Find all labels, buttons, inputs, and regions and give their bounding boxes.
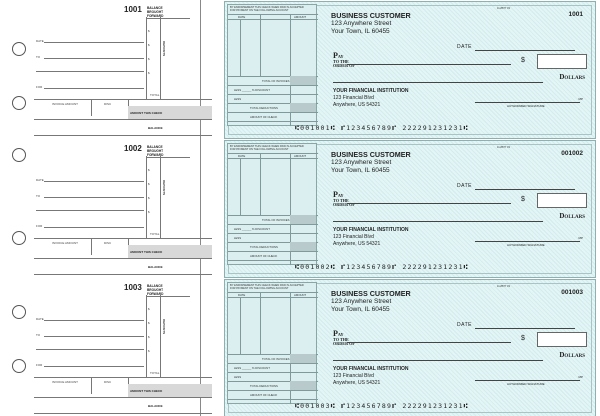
voucher-less-label: LESS [234, 236, 242, 240]
stub-deposits-label: DEPOSITS [162, 319, 166, 335]
voucher-less-discount-label: LESS ______ % DISCOUNT [234, 366, 270, 370]
stub-rule [91, 238, 92, 255]
pay-to-text-1: AY [337, 193, 344, 198]
pay-to-initial: P [333, 190, 338, 199]
stub-rule [34, 258, 212, 259]
voucher-header [230, 145, 316, 151]
business-name: BUSINESS CUSTOMER [331, 150, 411, 159]
business-name: BUSINESS CUSTOMER [331, 11, 411, 20]
stub-balance-label-1: BALANCE [147, 284, 163, 288]
stub-rule [34, 397, 212, 398]
voucher-rule [260, 14, 261, 76]
voucher-amount-of-check-label: AMOUNT OF CHECK [250, 393, 278, 397]
stub-to-line-2 [36, 210, 144, 211]
check-row [0, 140, 600, 278]
bank-name: YOUR FINANCIAL INSTITUTION [333, 88, 409, 94]
stub-total-label: TOTAL [150, 232, 160, 236]
dollar-sign: $ [521, 57, 525, 64]
voucher-rule [228, 399, 318, 400]
voucher-shade [290, 215, 316, 224]
stub-dollar-tick: $ [148, 307, 150, 311]
business-address-line-1: 123 Anywhere Street [331, 298, 392, 305]
stub-for-line [44, 88, 144, 89]
stub-to-label: TO [36, 55, 41, 59]
check-stub [34, 140, 212, 276]
voucher-rule [228, 390, 318, 391]
voucher-header-line-1: BY ENDORSEMENT THIS CHECK WHEN PAID IS ACCEPTED [230, 6, 304, 9]
stub-dollar-tick: $ [148, 210, 150, 214]
stub-dollar-tick: $ [148, 43, 150, 47]
dollar-sign: $ [521, 335, 525, 342]
stub-disc-label: DISC [104, 241, 112, 245]
voucher-less-label: LESS [234, 375, 242, 379]
stub-rule [160, 17, 161, 99]
voucher-rule [228, 372, 318, 373]
voucher-total-invoices-label: TOTAL OF INVOICES [262, 218, 290, 222]
signature-line[interactable] [475, 102, 580, 103]
voucher-header-line-2: FOR PAYMENT ON THE FOLLOWING ACCOUNT [230, 9, 289, 12]
voucher-rule [240, 158, 241, 215]
bank-address-line-2: Anywhere, US 54321 [333, 241, 381, 247]
stub-for-label: FOR [36, 363, 43, 367]
stub-to-line [44, 58, 144, 59]
check-number: 001003 [561, 289, 583, 296]
stub-invoice-amount-label: INVOICE AMOUNT [52, 380, 79, 384]
voucher-rule [228, 224, 318, 225]
voucher-amount-label: AMOUNT [294, 15, 307, 19]
check-row [0, 1, 600, 139]
stub-date-line [44, 42, 144, 43]
date-line[interactable] [475, 189, 575, 190]
mp-mark: MP [578, 375, 583, 379]
pay-to-text-1: AY [337, 332, 344, 337]
check-stub [34, 1, 212, 137]
voucher-rule [228, 158, 318, 159]
mp-mark: MP [578, 236, 583, 240]
stub-invoice-amount-label: INVOICE AMOUNT [52, 102, 79, 106]
voucher-rule [228, 233, 318, 234]
stub-check-number: 1002 [124, 144, 142, 153]
check-body [224, 140, 596, 278]
stub-total-label: TOTAL [150, 93, 160, 97]
check-number: 1001 [568, 11, 583, 18]
pay-to-text-2: TO THE [333, 336, 349, 342]
check-stub [34, 279, 212, 415]
stub-to-line-2 [36, 71, 144, 72]
dollars-label: Dollars [559, 73, 585, 81]
amount-box[interactable] [537, 332, 587, 347]
stub-balance-label-1: BALANCE [147, 145, 163, 149]
stub-date-label: DATE [36, 178, 44, 182]
voucher-shade [290, 242, 316, 251]
stub-dollar-tick: $ [148, 349, 150, 353]
pay-to-label [333, 190, 355, 208]
written-amount-line[interactable] [333, 82, 543, 83]
voucher-date-label: DATE [238, 154, 246, 158]
routing-fraction: 11-8877 03 [497, 7, 510, 10]
voucher-total-invoices-label: TOTAL OF INVOICES [262, 357, 290, 361]
stub-to-label: TO [36, 194, 41, 198]
voucher-amount-label: AMOUNT [294, 154, 307, 158]
written-amount-line[interactable] [333, 360, 543, 361]
check-body [224, 279, 596, 416]
dollar-sign: $ [521, 196, 525, 203]
stub-rule [34, 413, 212, 414]
stub-balance-label-2: BROUGHT [147, 288, 164, 292]
signature-line[interactable] [475, 241, 580, 242]
stub-dollar-tick: $ [148, 71, 150, 75]
voucher-less-discount-label: LESS ______ % DISCOUNT [234, 227, 270, 231]
dollars-label: Dollars [559, 212, 585, 220]
bank-address-line-1: 123 Financial Blvd [333, 234, 374, 240]
voucher-date-label: DATE [238, 293, 246, 297]
stub-date-line [44, 181, 144, 182]
voucher-amount-of-check-label: AMOUNT OF CHECK [250, 254, 278, 258]
stub-rule [34, 119, 212, 120]
stub-date-line [44, 320, 144, 321]
check-body [224, 1, 596, 139]
date-line[interactable] [475, 50, 575, 51]
date-label: DATE [457, 44, 472, 50]
stub-rule [34, 99, 212, 100]
voucher-rule [228, 260, 318, 261]
amount-box[interactable] [537, 193, 587, 208]
pay-to-text-3: ORDER OF [333, 63, 355, 68]
stub-balance-label-1: BALANCE [147, 6, 163, 10]
voucher-header-line-2: FOR PAYMENT ON THE FOLLOWING ACCOUNT [230, 287, 289, 290]
voucher-header-line-1: BY ENDORSEMENT THIS CHECK WHEN PAID IS ACCEPTED [230, 145, 304, 148]
stub-to-line [44, 197, 144, 198]
bank-name: YOUR FINANCIAL INSTITUTION [333, 227, 409, 233]
check-voucher [227, 4, 317, 126]
payee-line[interactable] [347, 203, 511, 204]
stub-balance-label: BALANCE [148, 265, 163, 269]
stub-to-line-2 [36, 349, 144, 350]
stub-deposits-label: DEPOSITS [162, 180, 166, 196]
voucher-total-deductions-label: TOTAL DEDUCTIONS [250, 106, 278, 110]
voucher-header-line-1: BY ENDORSEMENT THIS CHECK WHEN PAID IS ACCEPTED [230, 284, 304, 287]
stub-dollar-tick: $ [148, 196, 150, 200]
signature-label: AUTHORIZED SIGNATURE [507, 243, 545, 247]
voucher-rule [240, 297, 241, 354]
pay-to-text-3: ORDER OF [333, 341, 355, 346]
stub-rule [160, 295, 161, 377]
stub-rule [146, 17, 147, 99]
check-voucher [227, 143, 317, 265]
business-address-line-1: 123 Anywhere Street [331, 20, 392, 27]
voucher-rule [260, 153, 261, 215]
voucher-less-discount-label: LESS ______ % DISCOUNT [234, 88, 270, 92]
stub-dollar-tick: $ [148, 29, 150, 33]
stub-date-label: DATE [36, 39, 44, 43]
pay-to-text-3: ORDER OF [333, 202, 355, 207]
pay-to-text-1: AY [337, 54, 344, 59]
voucher-rule [228, 19, 318, 20]
micr-line: ⑆001003⑆ ⑈123456789⑈ 222291231231⑆ [295, 402, 469, 410]
stub-balance-label-3: FORWARD [147, 292, 164, 296]
stub-invoice-amount-label: INVOICE AMOUNT [52, 241, 79, 245]
bank-address-line-2: Anywhere, US 54321 [333, 102, 381, 108]
business-address-line-2: Your Town, IL 60455 [331, 167, 390, 174]
date-label: DATE [457, 183, 472, 189]
mp-mark: MP [578, 97, 583, 101]
stub-balance-label-3: FORWARD [147, 153, 164, 157]
voucher-shade [290, 103, 316, 112]
pay-to-initial: P [333, 51, 338, 60]
stub-balance-label-2: BROUGHT [147, 10, 164, 14]
stub-dollar-tick: $ [148, 321, 150, 325]
voucher-rule [260, 292, 261, 354]
stub-rule [146, 18, 190, 19]
pay-to-text-2: TO THE [333, 197, 349, 203]
pay-to-text-2: TO THE [333, 58, 349, 64]
stub-rule [91, 99, 92, 116]
stub-rule [91, 377, 92, 394]
stub-rule [146, 156, 147, 238]
stub-for-label: FOR [36, 85, 43, 89]
stub-amount-this-check-label: AMOUNT THIS CHECK [130, 250, 163, 254]
stub-rule [146, 296, 190, 297]
stub-rule [34, 377, 212, 378]
voucher-shade [290, 354, 316, 363]
stub-amount-this-check-label: AMOUNT THIS CHECK [130, 111, 163, 115]
stub-rule [146, 295, 147, 377]
business-address-line-1: 123 Anywhere Street [331, 159, 392, 166]
voucher-header-line-2: FOR PAYMENT ON THE FOLLOWING ACCOUNT [230, 148, 289, 151]
stub-dollar-tick: $ [148, 57, 150, 61]
stub-disc-label: DISC [104, 380, 112, 384]
bank-address-line-1: 123 Financial Blvd [333, 373, 374, 379]
voucher-rule [228, 363, 318, 364]
payee-line[interactable] [347, 342, 511, 343]
stub-balance-label-2: BROUGHT [147, 149, 164, 153]
written-amount-line[interactable] [333, 221, 543, 222]
check-voucher [227, 282, 317, 404]
business-address-line-2: Your Town, IL 60455 [331, 28, 390, 35]
payee-line[interactable] [347, 64, 511, 65]
pay-to-label [333, 51, 355, 69]
voucher-rule [228, 85, 318, 86]
business-address-line-2: Your Town, IL 60455 [331, 306, 390, 313]
micr-line: ⑆001002⑆ ⑈123456789⑈ 222291231231⑆ [295, 263, 469, 271]
amount-box[interactable] [537, 54, 587, 69]
voucher-total-deductions-label: TOTAL DEDUCTIONS [250, 245, 278, 249]
voucher-shade [290, 381, 316, 390]
voucher-rule [228, 121, 318, 122]
voucher-rule [228, 292, 318, 293]
voucher-header [230, 6, 316, 12]
stub-amount-this-check-label: AMOUNT THIS CHECK [130, 389, 163, 393]
signature-label: AUTHORIZED SIGNATURE [507, 382, 545, 386]
voucher-rule [228, 14, 318, 15]
voucher-total-invoices-label: TOTAL OF INVOICES [262, 79, 290, 83]
bank-address-line-2: Anywhere, US 54321 [333, 380, 381, 386]
stub-rule [34, 274, 212, 275]
stub-dollar-tick: $ [148, 168, 150, 172]
voucher-rule [228, 94, 318, 95]
voucher-less-label: LESS [234, 97, 242, 101]
stub-balance-label-3: FORWARD [147, 14, 164, 18]
bank-address-line-1: 123 Financial Blvd [333, 95, 374, 101]
stub-total-label: TOTAL [150, 371, 160, 375]
date-label: DATE [457, 322, 472, 328]
stub-for-line [44, 227, 144, 228]
signature-label: AUTHORIZED SIGNATURE [507, 104, 545, 108]
stub-rule [34, 135, 212, 136]
stub-disc-label: DISC [104, 102, 112, 106]
pay-to-label [333, 329, 355, 347]
voucher-rule [228, 153, 318, 154]
business-name: BUSINESS CUSTOMER [331, 289, 411, 298]
voucher-total-deductions-label: TOTAL DEDUCTIONS [250, 384, 278, 388]
stub-rule [146, 157, 190, 158]
stub-to-line [44, 336, 144, 337]
voucher-amount-of-check-label: AMOUNT OF CHECK [250, 115, 278, 119]
stub-balance-label: BALANCE [148, 126, 163, 130]
dollars-label: Dollars [559, 351, 585, 359]
voucher-date-label: DATE [238, 15, 246, 19]
stub-rule [34, 238, 212, 239]
stub-balance-label: BALANCE [148, 404, 163, 408]
stub-deposits-label: DEPOSITS [162, 41, 166, 57]
bank-name: YOUR FINANCIAL INSTITUTION [333, 366, 409, 372]
routing-fraction: 11-8877 03 [497, 146, 510, 149]
stub-date-label: DATE [36, 317, 44, 321]
voucher-rule [228, 251, 318, 252]
stub-check-number: 1003 [124, 283, 142, 292]
voucher-rule [228, 297, 318, 298]
check-row [0, 279, 600, 416]
stub-to-label: TO [36, 333, 41, 337]
stub-dollar-tick: $ [148, 182, 150, 186]
routing-fraction: 11-8877 03 [497, 285, 510, 288]
date-line[interactable] [475, 328, 575, 329]
stub-for-label: FOR [36, 224, 43, 228]
check-number: 001002 [561, 150, 583, 157]
voucher-shade [290, 76, 316, 85]
stub-for-line [44, 366, 144, 367]
voucher-amount-label: AMOUNT [294, 293, 307, 297]
voucher-rule [240, 19, 241, 76]
voucher-header [230, 284, 316, 290]
stub-dollar-tick: $ [148, 335, 150, 339]
pay-to-initial: P [333, 329, 338, 338]
micr-line: ⑆001001⑆ ⑈123456789⑈ 222291231231⑆ [295, 124, 469, 132]
signature-line[interactable] [475, 380, 580, 381]
stub-rule [160, 156, 161, 238]
stub-check-number: 1001 [124, 5, 142, 14]
voucher-rule [228, 112, 318, 113]
